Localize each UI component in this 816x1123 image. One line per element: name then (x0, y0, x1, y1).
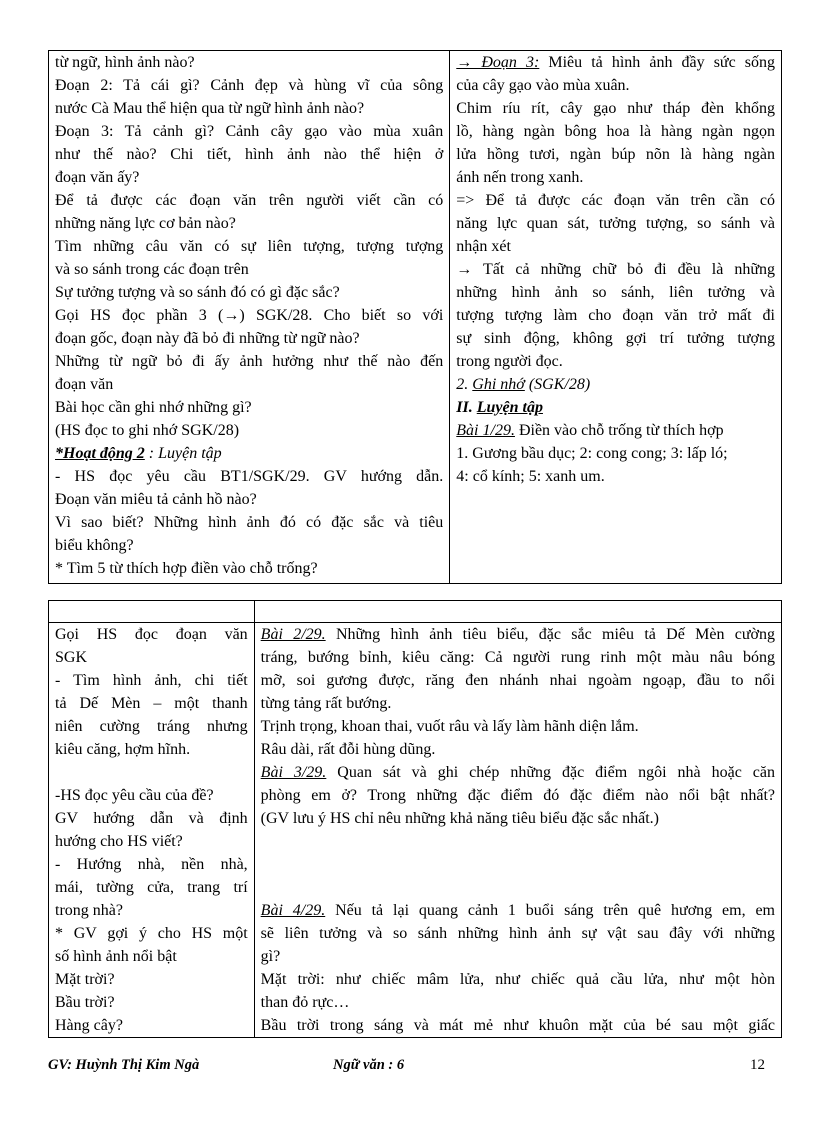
question-line: Sự tưởng tượng và so sánh đó có gì đặc sắc? (55, 284, 340, 301)
question-line: niên cường tráng nhưng (55, 718, 248, 735)
question-line: Đoạn 2: Tả cái gì? Cảnh đẹp và hùng vĩ của sông (55, 77, 444, 94)
content-line: lồ, hàng ngàn bông hoa là hàng ngàn ngọn (456, 123, 775, 140)
question-line: Tìm những câu văn có sự liên tượng, tượng tượng (55, 238, 444, 255)
content-line: (GV lưu ý HS chỉ nêu những khả năng tiêu biểu đặc sắc nhất.) (260, 810, 659, 827)
exercise-2-text: Những hình ảnh tiêu biểu, đặc sắc miêu tả Dế Mèn cường (325, 626, 775, 643)
content-line: nhận xét (456, 238, 511, 255)
question-line: -HS đọc yêu cầu của đề? (55, 787, 214, 804)
content-line: → Tất cả những chữ bỏ đi đều là những (456, 261, 775, 278)
page-number: 12 (750, 1057, 765, 1073)
question-line: mái, tường cửa, trang trí (55, 879, 248, 896)
question-line: đoạn văn (55, 376, 114, 393)
question-line: Vì sao biết? Những hình ảnh đó có đặc sắc và tiêu (55, 514, 444, 531)
question-line: nước Cà Mau thể hiện qua từ ngữ hình ảnh nào? (55, 100, 365, 117)
spacer-line (55, 761, 248, 784)
question-line: đoạn gốc, đoạn này đã bỏ đi những từ ngữ nào? (55, 330, 360, 347)
content-line: sẽ liên tưởng và so sánh những hình ảnh sự vật sau đây với những (260, 925, 775, 942)
content-line: Mặt trời: như chiếc mâm lửa, như chiếc quả cầu lửa, như một hòn (260, 971, 775, 988)
content-line: tráng, bướng bỉnh, kiêu căng: Cả người rung rinh một màu nâu bóng (260, 649, 775, 666)
question-line: Bài học cần ghi nhớ những gì? (55, 399, 252, 416)
question-line: Gọi HS đọc phần 3 (→) SGK/28. Cho biết so với (55, 307, 444, 324)
question-line: Để tả được các đoạn văn trên người viết cần có (55, 192, 444, 209)
content-line: của cây gạo vào mùa xuân. (456, 77, 630, 94)
exercise-3-heading (261, 761, 775, 784)
lesson-table-2 (48, 600, 782, 1038)
content-line: tượng tượng làm cho đoạn văn trở mất đi (456, 307, 775, 324)
question-line: - Tìm hình ảnh, chi tiết (55, 672, 248, 689)
question-line: * GV gợi ý cho HS một (55, 925, 248, 942)
footer-subject: Ngữ văn : 6 (333, 1057, 405, 1073)
question-line: và so sánh trong các đoạn trên (55, 261, 249, 278)
question-line: Đoạn 3: Tả cảnh gì? Cảnh cây gạo vào mùa xuân (55, 123, 444, 140)
question-line: Những từ ngữ bỏ đi ấy ảnh hưởng như thế nào đến (55, 353, 444, 370)
content-line: ánh nến trong xanh. (456, 169, 584, 186)
exercise-3-text: Quan sát và ghi chép những đặc điểm ngôi nhà hoặc căn (326, 764, 775, 781)
question-line: từ ngữ, hình ảnh nào? (55, 54, 195, 71)
question-line: Gọi HS đọc đoạn văn (55, 626, 248, 643)
question-line: SGK (55, 649, 88, 666)
exercise-4-text: Nếu tả lại quang cảnh 1 buổi sáng trên quê hương em, em (325, 902, 775, 919)
content-column (450, 51, 782, 584)
content-line: những hình ảnh so sánh, liên tưởng và (456, 284, 775, 301)
paragraph-3-text: Miêu tả hình ảnh đầy sức sống (539, 54, 775, 71)
remember-ref: (SGK/28) (524, 376, 591, 393)
question-line: * Tìm 5 từ thích hợp điền vào chỗ trống? (55, 560, 318, 577)
paragraph-3-heading (456, 51, 775, 74)
question-line: - Hướng nhà, nền nhà, (55, 856, 248, 873)
content-line: Râu dài, rất đỗi hùng dũng. (260, 741, 436, 758)
question-line: những năng lực cơ bản nào? (55, 215, 236, 232)
teacher-activity-column (49, 51, 450, 584)
activity-2-heading (55, 442, 443, 465)
teacher-activity-column (49, 623, 255, 1038)
question-line: số hình ảnh nổi bật (55, 948, 177, 965)
question-line: biểu không? (55, 537, 134, 554)
question-line: kiêu căng, hợm hĩnh. (55, 741, 191, 758)
content-line: Chim ríu rít, cây gạo như tháp đèn khổng (456, 100, 775, 117)
exercise-2-heading (261, 623, 775, 646)
question-line: GV hướng dẫn và định (55, 810, 248, 827)
content-line: sự sinh động, không gợi trí tưởng tượng (456, 330, 775, 347)
question-line: trong nhà? (55, 902, 123, 919)
remember-heading (456, 373, 775, 396)
content-line: trong người đọc. (456, 353, 563, 370)
remember-number: 2. (456, 376, 473, 393)
question-line: (HS đọc to ghi nhớ SGK/28) (55, 422, 240, 439)
content-line: từng tảng rất bướng. (260, 695, 392, 712)
question-line: Bầu trời? (55, 994, 115, 1011)
question-line: - HS đọc yêu cầu BT1/SGK/29. GV hướng dẫn. (55, 468, 444, 485)
content-line: năng lực quan sát, tưởng tượng, so sánh và (456, 215, 775, 232)
content-line: than đỏ rực… (260, 994, 350, 1011)
exercise-4-heading (261, 899, 775, 922)
question-line: Hàng cây? (55, 1017, 123, 1034)
question-line: tả Dế Mèn – một thanh (55, 695, 248, 712)
header-cell-empty (49, 601, 255, 623)
footer-teacher: GV: Huỳnh Thị Kim Ngà (48, 1057, 200, 1073)
content-line: phòng em ở? Trong những đặc điểm đó đặc điểm nào nổi bật nhất? (260, 787, 775, 804)
exercise-1-heading (456, 419, 775, 442)
activity-2-subtitle: : Luyện tập (144, 445, 222, 462)
content-line: => Để tả được các đoạn văn trên cần có (456, 192, 775, 209)
question-line: Mặt trời? (55, 971, 115, 988)
exercise-3-label: Bài 3/29. (260, 764, 327, 781)
spacer-line (261, 853, 775, 876)
content-column (254, 623, 781, 1038)
question-line: đoạn văn ấy? (55, 169, 140, 186)
paragraph-3-label: → Đoạn 3: (456, 54, 540, 71)
exercise-4-label: Bài 4/29. (260, 902, 326, 919)
content-line: mỡ, soi gương được, răng đen nhánh nhai ngoàm ngoạp, đầu to nổi (260, 672, 775, 689)
content-line: Bầu trời trong sáng và mát mẻ như khuôn mặt của bé sau một giấc (260, 1017, 775, 1034)
remember-label: Ghi nhớ (472, 376, 525, 393)
exercise-1-answer: 4: cổ kính; 5: xanh um. (456, 468, 605, 485)
question-line: hướng cho HS viết? (55, 833, 183, 850)
exercise-2-label: Bài 2/29. (260, 626, 326, 643)
exercise-1-answer: 1. Gương bầu dục; 2: cong cong; 3: lấp ló; (456, 445, 728, 462)
practice-label: Luyện tập (476, 399, 543, 416)
content-line: Trịnh trọng, khoan thai, vuốt râu và lấy làm hãnh diện lắm. (260, 718, 639, 735)
exercise-1-label: Bài 1/29. (456, 422, 515, 439)
content-line: gì? (260, 948, 281, 965)
question-line: như thế nào? Chi tiết, hình ảnh nào thể hiện ở (55, 146, 444, 163)
lesson-table-1 (48, 50, 782, 584)
activity-2-title: *Hoạt động 2 (55, 445, 145, 462)
practice-heading (456, 396, 775, 419)
header-cell-empty (254, 601, 781, 623)
spacer-line (261, 876, 775, 899)
spacer-line (261, 830, 775, 853)
content-line: lửa hồng tươi, ngàn búp nõn là hàng ngàn (456, 146, 775, 163)
question-line: Đoạn văn miêu tả cảnh hồ nào? (55, 491, 257, 508)
practice-number: II. (456, 399, 477, 416)
exercise-1-text: Điền vào chỗ trống từ thích hợp (514, 422, 724, 439)
